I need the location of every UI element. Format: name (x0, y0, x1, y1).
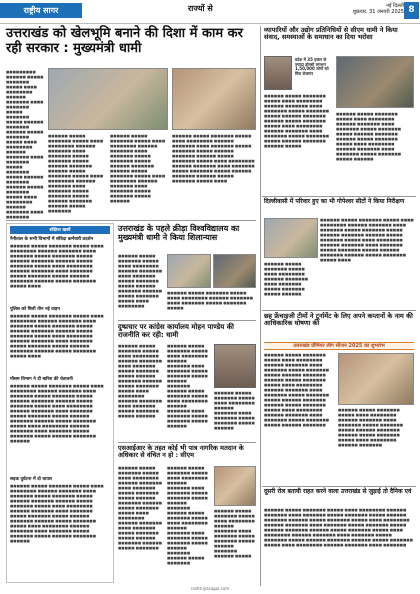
right-mid-text-2: ■■■■■■ ■■■■■ ■■■■■■■ ■■■■■ ■■■■ ■■■■■■■■ ■■■■■■ ■■■■■■■ ■■■■ ■■■■■■■ ■■■■■ ■■■■■■■ ■■■■■ ■■■■■■ (264, 262, 309, 296)
bottom-mid-text-1: ■■■■■■ ■■■■■ ■■■■■■■ ■■■■■ ■■■■ ■■■■■■■■ ■■■■■■ ■■■■■■■ ■■■■ ■■■■■■■ ■■■■■ ■■■■■■■ ■■■■■ ■■■■■■ ■■■■■■■ ■■■■■■ ■■■■■ ■■■■■■■ ■■■■■ ■■■■ ■■■■■■■■ ■■■■■■ ■■■■■■■ ■■■■ ■■■■■■■ ■■■■■ ■■■■■■■ ■■■■■ ■■■■■■ ■■■■■■■ ■■■■■■ ■■■■■ ■■■■■■■ (118, 466, 163, 550)
right-bottom-photo (338, 353, 414, 405)
divider (262, 486, 416, 487)
lead-photo (48, 68, 168, 130)
mid-photo-2 (213, 254, 256, 288)
divider (6, 220, 256, 221)
brief-text: ■■■■■■ ■■■■■ ■■■■■■■ ■■■■■ ■■■■ ■■■■■■■■ ■■■■■■ ■■■■■■■ ■■■■ ■■■■■■■ ■■■■■ ■■■■■■■ ■■■■■ ■■■■■■ ■■■■■■■ ■■■■■■ ■■■■■ ■■■■■■■ ■■■■■ ■■■■ ■■■■■■■■ ■■■■■■ ■■■■■■■ ■■■■ ■■■■■■■ ■■■■■ ■■■■■■■ ■■■■■ ■■■■■■ ■■■■■■■ ■■■■■■ ■■■■■ ■■■■■■■ ■■■■■ ■■■■ ■■■■■■■■ ■■■■■■ ■■■■■■■ ■■■■ ■■■■■■■ ■■■■■ ■■■■■■■ ■■■■■ ■■■■■■ ■■■■■■■ ■■■■■■ (10, 384, 104, 443)
right-footer-headline: दूसरी रोल बतायी राहत करने वाला उत्तराखंड से जुड़ाई तो दैनिक एवं (264, 488, 412, 495)
lead-headline: उत्तराखंड को खेलभूमि बनाने की दिशा में काम कर रही सरकार : मुख्यमंत्री धामी (6, 26, 243, 56)
right-mid-photo (264, 218, 318, 258)
divider (118, 320, 256, 321)
page-number: 8 (404, 2, 419, 19)
dateline (318, 3, 404, 15)
brief-text: ■■■■■■ ■■■■■ ■■■■■■■ ■■■■■ ■■■■ ■■■■■■■■ ■■■■■■ ■■■■■■■ ■■■■ ■■■■■■■ ■■■■■ ■■■■■■■ ■■■■■ ■■■■■■ ■■■■■■■ ■■■■■■ ■■■■■ ■■■■■■■ ■■■■■ ■■■■ ■■■■■■■■ ■■■■■■ ■■■■■■■ ■■■■ ■■■■■■■ ■■■■■ ■■■■■■■ ■■■■■ ■■■■■■ ■■■■■■■ ■■■■■■ ■■■■■ ■■■■■■■ ■■■■■ ■■■■ (10, 244, 104, 288)
mid2-text-3: ■■■■■■ ■■■■■ ■■■■■■■ ■■■■■ ■■■■ ■■■■■■■■ ■■■■■■ ■■■■■■■ ■■■■ ■■■■■■■ ■■■■■ ■■■■■■■ ■■■■■ ■■■■■■ (214, 391, 255, 430)
brief-item: मौसम विभाग ने दी बारिश की चेतावनी (10, 377, 73, 382)
bottom-mid-text-3: ■■■■■■ ■■■■■ ■■■■■■■ ■■■■■ ■■■■ ■■■■■■■■ ■■■■■■ ■■■■■■■ ■■■■ ■■■■■■■ ■■■■■ ■■■■■■■ ■■■■■ ■■■■■■ ■■■■■■■ ■■■■■■ ■■■■■ (214, 509, 255, 558)
brief-item: पुलिस को मिली तीन नई वाहन (10, 307, 60, 312)
right-mid-text: ■■■■■■ ■■■■■ ■■■■■■■ ■■■■■ ■■■■ ■■■■■■■■ ■■■■■■ ■■■■■■■ ■■■■ ■■■■■■■ ■■■■■ ■■■■■■■ ■■■■■ ■■■■■■ ■■■■■■■ ■■■■■■ ■■■■■ ■■■■■■■ ■■■■■ ■■■■ ■■■■■■■■ ■■■■■■ ■■■■■■■ ■■■■ ■■■■■■■ ■■■■■ ■■■■■■■ ■■■■■ ■■■■■■ ■■■■■■■ ■■■■■■ ■■■■■ ■■■■■■■ ■■■■■ ■■■■ (320, 218, 414, 262)
lead-text-col-2: ■■■■■■ ■■■■■ ■■■■■■■ ■■■■■ ■■■■ ■■■■■■■■ ■■■■■■ ■■■■■■■ ■■■■ ■■■■■■■ ■■■■■ ■■■■■■■ ■■■■■ ■■■■■■ ■■■■■■■ ■■■■■■ ■■■■■ ■■■■■■■ ■■■■■ ■■■■ ■■■■■■■■ ■■■■■■ ■■■■■■■ ■■■■ ■■■■■■■ ■■■■■ ■■■■■■■ ■■■■■ ■■■■■■ ■■■■■■■ ■■■■■■ ■■■■■ ■■■■■■■ (48, 134, 104, 213)
lead-photo-2 (172, 68, 256, 130)
right-mid-headline: दिल्लीवासी में परिवार हुए का भी गोपेश्वर सीटों ने किया निरीक्षण (264, 198, 405, 205)
bottom-mid-headline: एसआईआर के तहत कोई भी पात्र नागरिक मतदान के अधिकार से वंचित न हो : सीएम (118, 444, 244, 460)
newspaper-brand: राष्ट्रीय सागर (0, 3, 82, 18)
right-top-text-2: ■■■■■■ ■■■■■ ■■■■■■■ ■■■■■ ■■■■ ■■■■■■■■ ■■■■■■ ■■■■■■■ ■■■■ ■■■■■■■ ■■■■■ ■■■■■■■ ■■■■■ ■■■■■■ ■■■■■■■ ■■■■■■ ■■■■■ ■■■■■■■ ■■■■■ ■■■■ ■■■■■■■■ ■■■■■■ ■■■■■■■ ■■■■ ■■■■■■■ ■■■■■ ■■■■■■■ ■■■■■ ■■■■■■ (336, 112, 402, 161)
mid-text-1: ■■■■■■ ■■■■■ ■■■■■■■ ■■■■■ ■■■■ ■■■■■■■■ ■■■■■■ ■■■■■■■ ■■■■ ■■■■■■■ ■■■■■ ■■■■■■■ ■■■■■ ■■■■■■ ■■■■■■■ ■■■■■■ ■■■■■ ■■■■■■■ ■■■■■ ■■■■ ■■■■■■■■ (118, 254, 163, 308)
brief-text: ■■■■■■ ■■■■■ ■■■■■■■ ■■■■■ ■■■■ ■■■■■■■■ ■■■■■■ ■■■■■■■ ■■■■ ■■■■■■■ ■■■■■ ■■■■■■■ ■■■■■ ■■■■■■ ■■■■■■■ ■■■■■■ ■■■■■ ■■■■■■■ ■■■■■ ■■■■ ■■■■■■■■ ■■■■■■ ■■■■■■■ ■■■■ ■■■■■■■ ■■■■■ ■■■■■■■ ■■■■■ ■■■■■■ ■■■■■■■ ■■■■■■ ■■■■■ ■■■■■■■ ■■■■■ ■■■■ (10, 314, 104, 358)
lead-text-col-4: ■■■■■■ ■■■■■ ■■■■■■■ ■■■■■ ■■■■ ■■■■■■■■ ■■■■■■ ■■■■■■■ ■■■■ ■■■■■■■ ■■■■■ ■■■■■■■ ■■■■■ ■■■■■■ ■■■■■■■ ■■■■■■ ■■■■■ ■■■■■■■ ■■■■■ ■■■■ ■■■■■■■■ ■■■■■■ ■■■■■■■ ■■■■ ■■■■■■■ ■■■■■ ■■■■■■■ ■■■■■ ■■■■■■ ■■■■■■■ ■■■■■■ ■■■■■ ■■■■■■■ ■■■■■ ■■■■ (172, 134, 255, 183)
divider (118, 442, 256, 443)
masthead (0, 0, 420, 24)
mid2-text-1: ■■■■■■ ■■■■■ ■■■■■■■ ■■■■■ ■■■■ ■■■■■■■■ ■■■■■■ ■■■■■■■ ■■■■ ■■■■■■■ ■■■■■ ■■■■■■■ ■■■■■ ■■■■■■ ■■■■■■■ ■■■■■■ ■■■■■ ■■■■■■■ ■■■■■ ■■■■ ■■■■■■■■ ■■■■■■ ■■■■■■■ ■■■■ ■■■■■■■ ■■■■■ ■■■■■■■ ■■■■■ ■■■■■■ (118, 344, 163, 418)
mid-text-2: ■■■■■■ ■■■■■ ■■■■■■■ ■■■■■ ■■■■ ■■■■■■■■ ■■■■■■ ■■■■■■■ ■■■■ ■■■■■■■ ■■■■■ ■■■■■■■ ■■■■■ (167, 291, 254, 310)
date-full: शुक्रवार, 31 जनवरी 2025 (352, 9, 404, 15)
date-city: नई दिल्ली (386, 3, 404, 9)
bottom-mid-photo (214, 466, 256, 506)
lead-text-col-3: ■■■■■■ ■■■■■ ■■■■■■■ ■■■■■ ■■■■ ■■■■■■■■ ■■■■■■ ■■■■■■■ ■■■■ ■■■■■■■ ■■■■■ ■■■■■■■ ■■■■■ ■■■■■■ ■■■■■■■ ■■■■■■ ■■■■■ ■■■■■■■ ■■■■■ ■■■■ ■■■■■■■■ ■■■■■■ ■■■■■■■ ■■■■ ■■■■■■■ ■■■■■ ■■■■■■■ ■■■■■ ■■■■■■ (110, 134, 166, 203)
lead-text-col-1: ■■■■■■■■■ ■■■■■■ ■■■■■ ■■■■■■■ ■■■■■ ■■■■ ■■■■■■■■ ■■■■■■ ■■■■■■■ ■■■■ ■■■■■■■ ■■■■■ ■■■■■■■ ■■■■■ ■■■■■■ ■■■■■■■ ■■■■■■ ■■■■■ ■■■■■■■ ■■■■■ ■■■■ ■■■■■■■■ ■■■■■■ ■■■■■■■ ■■■■ ■■■■■■■ ■■■■■ ■■■■■■■ ■■■■■ ■■■■■■ ■■■■■■■ ■■■■■■ ■■■■■ ■■■■■■■ ■■■■■ ■■■■ ■■■■■■■■ ■■■■■■ ■■■■■■■ ■■■■ ■■■■■■■ (6, 70, 44, 219)
right-top-headline: व्यापारियों और उद्योग प्रतिनिधियों से सीएम धामी ने किया संवाद, समस्याओं के समाधान का दिया भरोसा (264, 26, 398, 42)
divider (262, 310, 416, 311)
right-footer-text: ■■■■■■ ■■■■■ ■■■■■■■ ■■■■■ ■■■■ ■■■■■■■■ ■■■■■■ ■■■■■■■ ■■■■ ■■■■■■■ ■■■■■ ■■■■■■■ ■■■■■ ■■■■■■ ■■■■■■■ ■■■■■■ ■■■■■ ■■■■■■■ ■■■■■ ■■■■ ■■■■■■■■ ■■■■■■ ■■■■■■■ ■■■■ ■■■■■■■ ■■■■■ ■■■■■■■ ■■■■■ ■■■■■■ ■■■■■■■ ■■■■■■ ■■■■■ ■■■■■■■ ■■■■■ ■■■■ ■■■■■■■■ ■■■■■■ ■■■■■■■ ■■■■ ■■■■■■■ ■■■■■ ■■■■■■■ ■■■■■ ■■■■■■ ■■■■■■■ ■■■■■■ ■■■■■ ■■■■■■■ ■■■■■ ■■■■ ■■■■■■■■ ■■■■■■ ■■■■■■■ ■■■■ ■■■■■■■ (264, 508, 413, 547)
right-top-photo (336, 56, 414, 108)
right-bottom-text-1: ■■■■■■ ■■■■■ ■■■■■■■ ■■■■■ ■■■■ ■■■■■■■■ ■■■■■■ ■■■■■■■ ■■■■ ■■■■■■■ ■■■■■ ■■■■■■■ ■■■■■ ■■■■■■ ■■■■■■■ ■■■■■■ ■■■■■ ■■■■■■■ ■■■■■ ■■■■ ■■■■■■■■ ■■■■■■ ■■■■■■■ ■■■■ ■■■■■■■ ■■■■■ ■■■■■■■ ■■■■■ ■■■■■■ ■■■■■■■ ■■■■■■ ■■■■■ ■■■■■■■ ■■■■■ ■■■■ ■■■■■■■■ ■■■■■■ ■■■■■■■ ■■■■ ■■■■■■■ ■■■■■ ■■■■■■■ ■■■■■ ■■■■■■ ■■■■■■■ (264, 353, 330, 427)
minister-portrait (264, 56, 292, 90)
divider (262, 196, 416, 197)
bottom-mid-text-2: ■■■■■■ ■■■■■ ■■■■■■■ ■■■■■ ■■■■ ■■■■■■■■ ■■■■■■ ■■■■■■■ ■■■■ ■■■■■■■ ■■■■■ ■■■■■■■ ■■■■■ ■■■■■■ ■■■■■■■ ■■■■■■ ■■■■■ ■■■■■■■ ■■■■■ ■■■■ ■■■■■■■■ ■■■■■■ ■■■■■■■ ■■■■ ■■■■■■■ ■■■■■ ■■■■■■■ ■■■■■ ■■■■■■ ■■■■■■■ ■■■■■■ ■■■■■ ■■■■■■■ (167, 466, 208, 565)
section-title: राज्यों से (188, 4, 213, 13)
page-footer: rashtriyasagar.com (190, 586, 230, 591)
brief-item: सड़क दुर्घटना में दो घायल (10, 477, 52, 482)
right-top-text-1: ■■■■■■ ■■■■■ ■■■■■■■ ■■■■■ ■■■■ ■■■■■■■■ ■■■■■■ ■■■■■■■ ■■■■ ■■■■■■■ ■■■■■ ■■■■■■■ ■■■■■ ■■■■■■ ■■■■■■■ ■■■■■■ ■■■■■ ■■■■■■■ ■■■■■ ■■■■ ■■■■■■■■ ■■■■■■ ■■■■■■■ ■■■■ ■■■■■■■ ■■■■■ ■■■■■■■ ■■■■■ ■■■■■■ ■■■■■■■ ■■■■■■ ■■■■■ (264, 94, 330, 148)
right-bottom-text-2: ■■■■■■ ■■■■■ ■■■■■■■ ■■■■■ ■■■■ ■■■■■■■■ ■■■■■■ ■■■■■■■ ■■■■ ■■■■■■■ ■■■■■ ■■■■■■■ ■■■■■ ■■■■■■ ■■■■■■■ ■■■■■■ ■■■■■ ■■■■■■■ ■■■■■ ■■■■ ■■■■■■■■ ■■■■■■ ■■■■■■■ (338, 408, 404, 447)
right-top-pull-quote: प्रदेश में 35 हजार से ज्यादा होमस्टे लगभग 1,50,000 लोगों को मिल रोजगार (295, 57, 329, 76)
mid2-text-2: ■■■■■■ ■■■■■ ■■■■■■■ ■■■■■ ■■■■ ■■■■■■■■ ■■■■■■ ■■■■■■■ ■■■■ ■■■■■■■ ■■■■■ ■■■■■■■ ■■■■■ ■■■■■■ ■■■■■■■ ■■■■■■ ■■■■■ ■■■■■■■ ■■■■■ ■■■■ ■■■■■■■■ ■■■■■■ ■■■■■■■ ■■■■ ■■■■■■■ ■■■■■ ■■■■■■■ ■■■■■ ■■■■■■ (167, 344, 208, 428)
mid2-headline: दुष्प्रचार पर कांग्रेस कार्यालय मोहन पाण्डेय की राजनीति कर रही: धामी (118, 323, 234, 340)
brief-text: ■■■■■■ ■■■■■ ■■■■■■■ ■■■■■ ■■■■ ■■■■■■■■ ■■■■■■ ■■■■■■■ ■■■■ ■■■■■■■ ■■■■■ ■■■■■■■ ■■■■■ ■■■■■■ ■■■■■■■ ■■■■■■ ■■■■■ ■■■■■■■ ■■■■■ ■■■■ ■■■■■■■■ ■■■■■■ ■■■■■■■ ■■■■ ■■■■■■■ ■■■■■ ■■■■■■■ ■■■■■ ■■■■■■ ■■■■■■■ ■■■■■■ ■■■■■ ■■■■■■■ ■■■■■ ■■■■ ■■■■■■■■ ■■■■■■ ■■■■■■■ ■■■■ ■■■■■■■ ■■■■■ ■■■■■■■ ■■■■■ ■■■■■■ ■■■■■■■ ■■■■■■ (10, 484, 104, 543)
mid-headline: उत्तराखंड के पहले क्रीड़ा विश्वविद्यालय का मुख्यमंत्री धामी ने किया शिलान्यास (118, 224, 240, 243)
right-bottom-headline: छह फ्रेंचाइजी टीमों ने टूर्नामेंट के लिए अपने कप्तानों के नाम की आधिकारिक घोषणा की (264, 312, 413, 328)
mid-photo-1 (167, 254, 211, 288)
brief-item: नैनीताल के सभी विभागों में संविदा कर्मचारी प्रदर्शन (10, 237, 94, 242)
mid2-portrait (214, 344, 256, 388)
briefs-title: संक्षिप्त खबरें (10, 226, 110, 234)
league-banner: उत्तराखंड प्रीमियर लीग सीजन 2025 का शुभारंभ (264, 342, 414, 350)
column-divider (260, 26, 261, 586)
